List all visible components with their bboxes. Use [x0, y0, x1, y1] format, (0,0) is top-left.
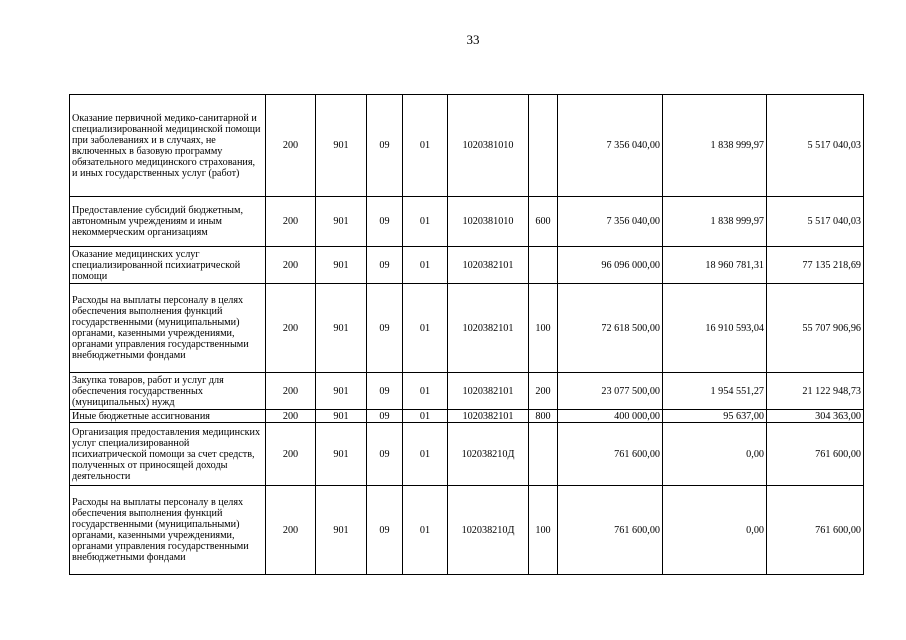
- cell-c4: 01: [403, 197, 448, 247]
- cell-c1: 200: [266, 95, 316, 197]
- table-row: [70, 284, 864, 373]
- cell-c5: 102038210Д: [448, 423, 529, 486]
- table-row: [70, 486, 864, 575]
- cell-c1: 200: [266, 373, 316, 410]
- cell-c4: 01: [403, 486, 448, 575]
- cell-c4: 01: [403, 284, 448, 373]
- cell-c1: 200: [266, 247, 316, 284]
- cell-c1: 200: [266, 410, 316, 423]
- budget-table: [69, 94, 864, 575]
- cell-c2: 901: [316, 423, 367, 486]
- cell-name: Иные бюджетные ассигнования: [70, 410, 266, 423]
- cell-v2: 95 637,00: [663, 410, 767, 423]
- cell-name: Оказание первичной медико-санитарной и специализированной медицинской помощи при заболеваниях и в случаях, не включенных в базовую программу обязательного медицинского страхования, и иных государственных услуг (работ): [70, 95, 266, 197]
- cell-v1: 7 356 040,00: [558, 95, 663, 197]
- cell-c4: 01: [403, 373, 448, 410]
- cell-v3: 761 600,00: [767, 486, 864, 575]
- cell-c3: 09: [367, 284, 403, 373]
- cell-v1: 400 000,00: [558, 410, 663, 423]
- cell-c3: 09: [367, 247, 403, 284]
- cell-name: Организация предоставления медицинских услуг специализированной психиатрической помощи за счет средств, полученных от приносящей доходы деятельности: [70, 423, 266, 486]
- cell-c5: 102038210Д: [448, 486, 529, 575]
- cell-v2: 16 910 593,04: [663, 284, 767, 373]
- cell-c6: 800: [529, 410, 558, 423]
- cell-c2: 901: [316, 410, 367, 423]
- cell-c4: 01: [403, 95, 448, 197]
- cell-v1: 23 077 500,00: [558, 373, 663, 410]
- cell-c1: 200: [266, 423, 316, 486]
- cell-c5: 1020381010: [448, 95, 529, 197]
- cell-c2: 901: [316, 197, 367, 247]
- cell-c3: 09: [367, 423, 403, 486]
- cell-name: Расходы на выплаты персоналу в целях обеспечения выполнения функций государственными (муниципальными) органами, казенными учреждениями, органами управления государственными внебюджетными фондами: [70, 486, 266, 575]
- cell-v2: 1 954 551,27: [663, 373, 767, 410]
- cell-c3: 09: [367, 373, 403, 410]
- cell-c6: 100: [529, 284, 558, 373]
- cell-c2: 901: [316, 284, 367, 373]
- cell-c4: 01: [403, 423, 448, 486]
- cell-v2: 1 838 999,97: [663, 197, 767, 247]
- cell-c5: 1020382101: [448, 284, 529, 373]
- cell-v3: 55 707 906,96: [767, 284, 864, 373]
- cell-v2: 18 960 781,31: [663, 247, 767, 284]
- table-row: [70, 373, 864, 410]
- cell-v3: 77 135 218,69: [767, 247, 864, 284]
- cell-c6: 100: [529, 486, 558, 575]
- cell-c1: 200: [266, 486, 316, 575]
- table-row: [70, 410, 864, 423]
- cell-c3: 09: [367, 410, 403, 423]
- cell-v3: 21 122 948,73: [767, 373, 864, 410]
- table-row: [70, 197, 864, 247]
- table-row: [70, 247, 864, 284]
- cell-v3: 5 517 040,03: [767, 197, 864, 247]
- cell-v2: 0,00: [663, 423, 767, 486]
- cell-c4: 01: [403, 247, 448, 284]
- cell-c5: 1020382101: [448, 373, 529, 410]
- cell-c2: 901: [316, 486, 367, 575]
- cell-c6: [529, 95, 558, 197]
- table-row: [70, 95, 864, 197]
- cell-name: Закупка товаров, работ и услуг для обеспечения государственных (муниципальных) нужд: [70, 373, 266, 410]
- cell-v2: 1 838 999,97: [663, 95, 767, 197]
- cell-c2: 901: [316, 373, 367, 410]
- cell-v3: 304 363,00: [767, 410, 864, 423]
- cell-c3: 09: [367, 95, 403, 197]
- cell-v3: 5 517 040,03: [767, 95, 864, 197]
- table-row: [70, 423, 864, 486]
- cell-c2: 901: [316, 247, 367, 284]
- cell-v3: 761 600,00: [767, 423, 864, 486]
- cell-v1: 96 096 000,00: [558, 247, 663, 284]
- cell-c1: 200: [266, 284, 316, 373]
- cell-v1: 761 600,00: [558, 486, 663, 575]
- cell-c5: 1020382101: [448, 247, 529, 284]
- cell-v2: 0,00: [663, 486, 767, 575]
- cell-c1: 200: [266, 197, 316, 247]
- cell-c3: 09: [367, 486, 403, 575]
- cell-name: Оказание медицинских услуг специализированной психиатрической помощи: [70, 247, 266, 284]
- cell-c6: 600: [529, 197, 558, 247]
- cell-c6: [529, 247, 558, 284]
- cell-c6: [529, 423, 558, 486]
- cell-name: Расходы на выплаты персоналу в целях обеспечения выполнения функций государственными (муниципальными) органами, казенными учреждениями, органами управления государственными внебюджетными фондами: [70, 284, 266, 373]
- cell-c3: 09: [367, 197, 403, 247]
- cell-v1: 72 618 500,00: [558, 284, 663, 373]
- cell-c5: 1020381010: [448, 197, 529, 247]
- cell-v1: 761 600,00: [558, 423, 663, 486]
- page-number: 33: [466, 32, 480, 47]
- cell-c6: 200: [529, 373, 558, 410]
- cell-name: Предоставление субсидий бюджетным, автономным учреждениям и иным некоммерческим организациям: [70, 197, 266, 247]
- cell-c2: 901: [316, 95, 367, 197]
- cell-c4: 01: [403, 410, 448, 423]
- cell-c5: 1020382101: [448, 410, 529, 423]
- cell-v1: 7 356 040,00: [558, 197, 663, 247]
